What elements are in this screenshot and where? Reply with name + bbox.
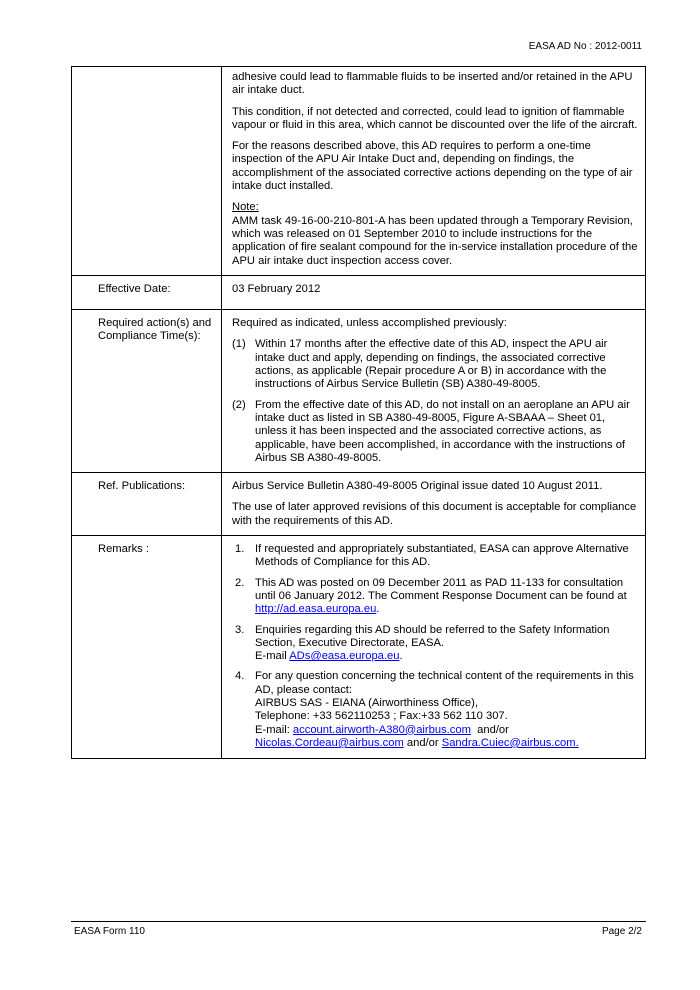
list-item [232,543,639,570]
list-marker: 4. [235,670,245,683]
note-text: AMM task 49-16-00-210-801-A has been updated through a Temporary Revision, which was released on 01 September 2010 to include instructions for the application of fire sealant compound for the in-service installation procedure of the APU air intake duct inspection access cover. [232,214,638,267]
reason-paragraph: This condition, if not detected and corrected, could lead to ignition of flammable vapour or fluid in this area, which cannot be discounted over the life of the aircraft. [232,105,638,131]
list-item-text: Within 17 months after the effective date of this AD, inspect the APU air intake duct and apply, depending on findings, the associated corrective actions, as applicable (Repair procedure A or B) in accordance with the instructions of Airbus Service Bulletin (SB) A380-49-8005. [255,338,608,391]
contact-phone: Telephone: +33 562110253 ; Fax:+33 562 110 307. [255,710,508,723]
ref-publications-content [222,473,646,536]
effective-date-value: 03 February 2012 [222,275,646,309]
reason-label-cell [72,67,222,276]
footer-divider [71,921,646,922]
separator-text: and/or [403,736,442,749]
list-marker: (2) [232,398,246,411]
remarks-content [222,536,646,759]
airbus-email-link[interactable]: account.airworth-A380@airbus.com [292,723,471,736]
remarks-list [232,543,639,750]
ad-number-header: EASA AD No : 2012-0011 [528,41,642,52]
ref-publications-label: Ref. Publications: [72,473,222,536]
remarks-label: Remarks : [72,536,222,759]
ref-publications-row [72,473,646,536]
list-item [232,399,639,465]
list-item-text: From the effective date of this AD, do not install on an aeroplane an APU air intake duct as listed in SB A380-49-8005, Figure A-SBAAA – Sheet 01, unless it has been inspected and the associated corrective actions, as applicable, have been accomplished, in accordance with the instructions of Airbus SB A380-49-8005. [255,398,630,464]
remarks-row [72,536,646,759]
effective-date-row [72,275,646,309]
list-item [232,338,639,391]
required-actions-intro: Required as indicated, unless accomplished previously: [232,317,507,330]
reason-content-cell [222,67,646,276]
effective-date-label: Effective Date: [72,275,222,309]
reason-paragraph: For the reasons described above, this AD requires to perform a one-time inspection of the APU Air Intake Duct and, depending on findings, the accomplishment of the associated corrective actions depending on the type of air intake duct installed. [232,140,633,193]
ref-publications-text: The use of later approved revisions of this document is acceptable for compliance with the requirements of this AD. [232,501,637,527]
list-marker: 3. [235,623,245,636]
list-marker: 1. [235,543,245,556]
list-item-text: If requested and appropriately substantiated, EASA can approve Alternative Methods of Compliance for this AD. [255,543,629,569]
list-item-text: This AD was posted on 09 December 2011 as PAD 11-133 for consultation until 06 January 2012. The Comment Response Document can be found at [255,576,627,602]
list-item-text: For any question concerning the technical content of the requirements in this AD, please contact: [255,670,634,696]
cordeau-email-link[interactable]: Nicolas.Cordeau@airbus.com [255,736,404,749]
cuiec-email-link[interactable]: Sandra.Cuiec@airbus.com. [441,736,579,749]
required-actions-content [222,310,646,473]
list-marker: (1) [232,338,246,351]
note [232,201,639,267]
required-actions-row [72,310,646,473]
easa-email-link[interactable]: ADs@easa.europa.eu [289,650,400,663]
list-item-text: . [399,650,403,663]
list-item-text: Enquiries regarding this AD should be referred to the Safety Information Section, Executive Directorate, EASA. [255,623,610,649]
note-label: Note: [232,201,259,214]
email-label: E-mail [255,650,290,663]
ref-publications-text: Airbus Service Bulletin A380-49-8005 Original issue dated 10 August 2011. [232,480,603,493]
ad-table [71,66,646,759]
separator-text: and/or [470,723,509,736]
list-item [232,670,639,750]
required-actions-list [232,338,639,465]
list-item-text: . [376,603,380,616]
footer-form-name: EASA Form 110 [74,926,145,937]
footer-page-number: Page 2/2 [601,926,642,937]
reason-paragraph: adhesive could lead to flammable fluids to be inserted and/or retained in the APU air intake duct. [232,71,633,97]
required-actions-label: Required action(s) and Compliance Time(s): [72,310,222,473]
ad-website-link[interactable]: http://ad.easa.europa.eu [255,603,377,616]
list-item [232,577,639,617]
list-item [232,624,639,664]
email-label: E-mail: [255,723,293,736]
reason-row [72,67,646,276]
contact-org: AIRBUS SAS - EIANA (Airworthiness Office), [255,696,478,709]
list-marker: 2. [235,576,245,589]
